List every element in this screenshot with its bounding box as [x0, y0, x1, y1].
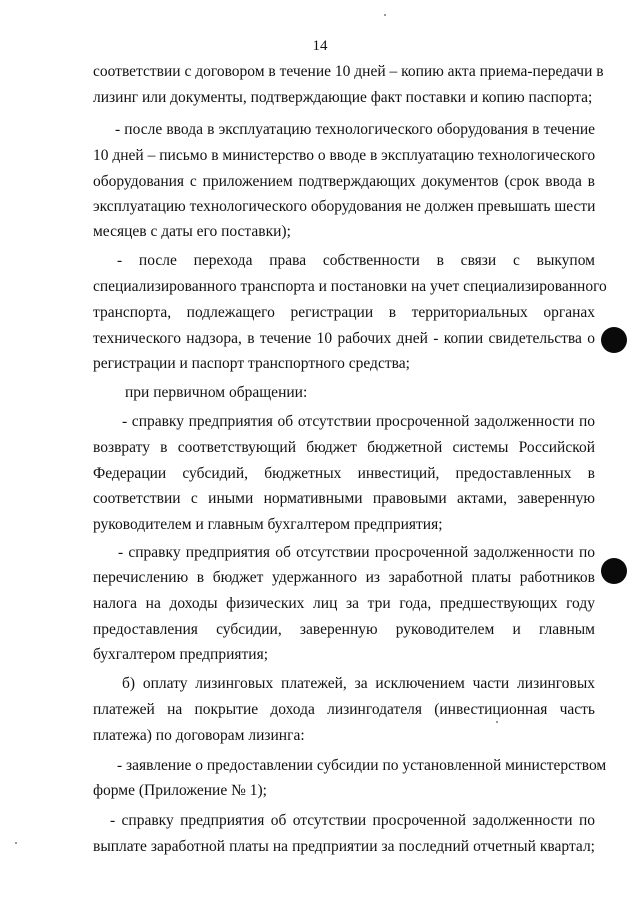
text-line: соответствии с иными нормативными правовыми актами, заверенную — [93, 490, 595, 507]
page-number: 14 — [312, 38, 328, 54]
text-line: - заявление о предоставлении субсидии по установленной министерством — [117, 757, 607, 774]
text-line: месяцев с даты его поставки); — [93, 223, 291, 240]
text-line: - справку предприятия об отсутствии просроченной задолженности по — [122, 413, 595, 430]
punch-hole — [601, 558, 627, 584]
text-line: налога на доходы физических лиц за три года, предшествующих году — [93, 595, 595, 612]
text-line: выплате заработной платы на предприятии за последний отчетный квартал; — [93, 838, 595, 855]
scan-speck — [384, 14, 386, 16]
text-line: платежей на покрытие дохода лизингодателя (инвестиционная часть — [93, 701, 595, 718]
text-line: - после ввода в эксплуатацию технологического оборудования в течение — [115, 121, 595, 138]
scan-speck — [496, 721, 498, 723]
text-line: предоставления субсидии, заверенную руководителем и главным — [93, 621, 595, 638]
text-line: б) оплату лизинговых платежей, за исключением части лизинговых — [122, 675, 595, 692]
text-line: Федерации субсидий, бюджетных инвестиций, предоставленных в — [93, 465, 595, 482]
text-line: регистрации и паспорт транспортного средства; — [93, 355, 410, 372]
text-line: форме (Приложение № 1); — [93, 782, 267, 799]
text-line: перечислению в бюджет удержанного из заработной платы работников — [93, 569, 595, 586]
text-line: технического надзора, в течение 10 рабочих дней - копии свидетельства о — [93, 330, 595, 347]
text-line: эксплуатацию технологического оборудования не должен превышать шести — [93, 198, 596, 215]
punch-hole — [601, 327, 627, 353]
text-line: - справку предприятия об отсутствии просроченной задолженности по — [118, 544, 595, 561]
text-line: платежа) по договорам лизинга: — [93, 727, 305, 744]
text-line: возврату в соответствующий бюджет бюджетной системы Российской — [93, 439, 595, 456]
text-line: - справку предприятия об отсутствии просроченной задолженности по — [110, 812, 595, 829]
text-line: руководителем и главным бухгалтером предприятия; — [93, 516, 443, 533]
text-line: 10 дней – письмо в министерство о вводе в эксплуатацию технологического — [93, 147, 596, 164]
text-line: - после перехода права собственности в связи с выкупом — [117, 252, 595, 269]
text-line: оборудования с приложением подтверждающих документов (срок ввода в — [93, 173, 595, 190]
scan-speck — [15, 842, 17, 844]
text-line: бухгалтером предприятия; — [93, 646, 269, 663]
text-line: при первичном обращении: — [125, 384, 308, 401]
text-line: соответствии с договором в течение 10 дней – копию акта приема-передачи в — [93, 63, 604, 80]
text-line: лизинг или документы, подтверждающие факт поставки и копию паспорта; — [93, 89, 593, 106]
text-line: транспорта, подлежащего регистрации в территориальных органах — [93, 304, 595, 321]
text-line: специализированного транспорта и постановки на учет специализированного — [93, 278, 607, 295]
